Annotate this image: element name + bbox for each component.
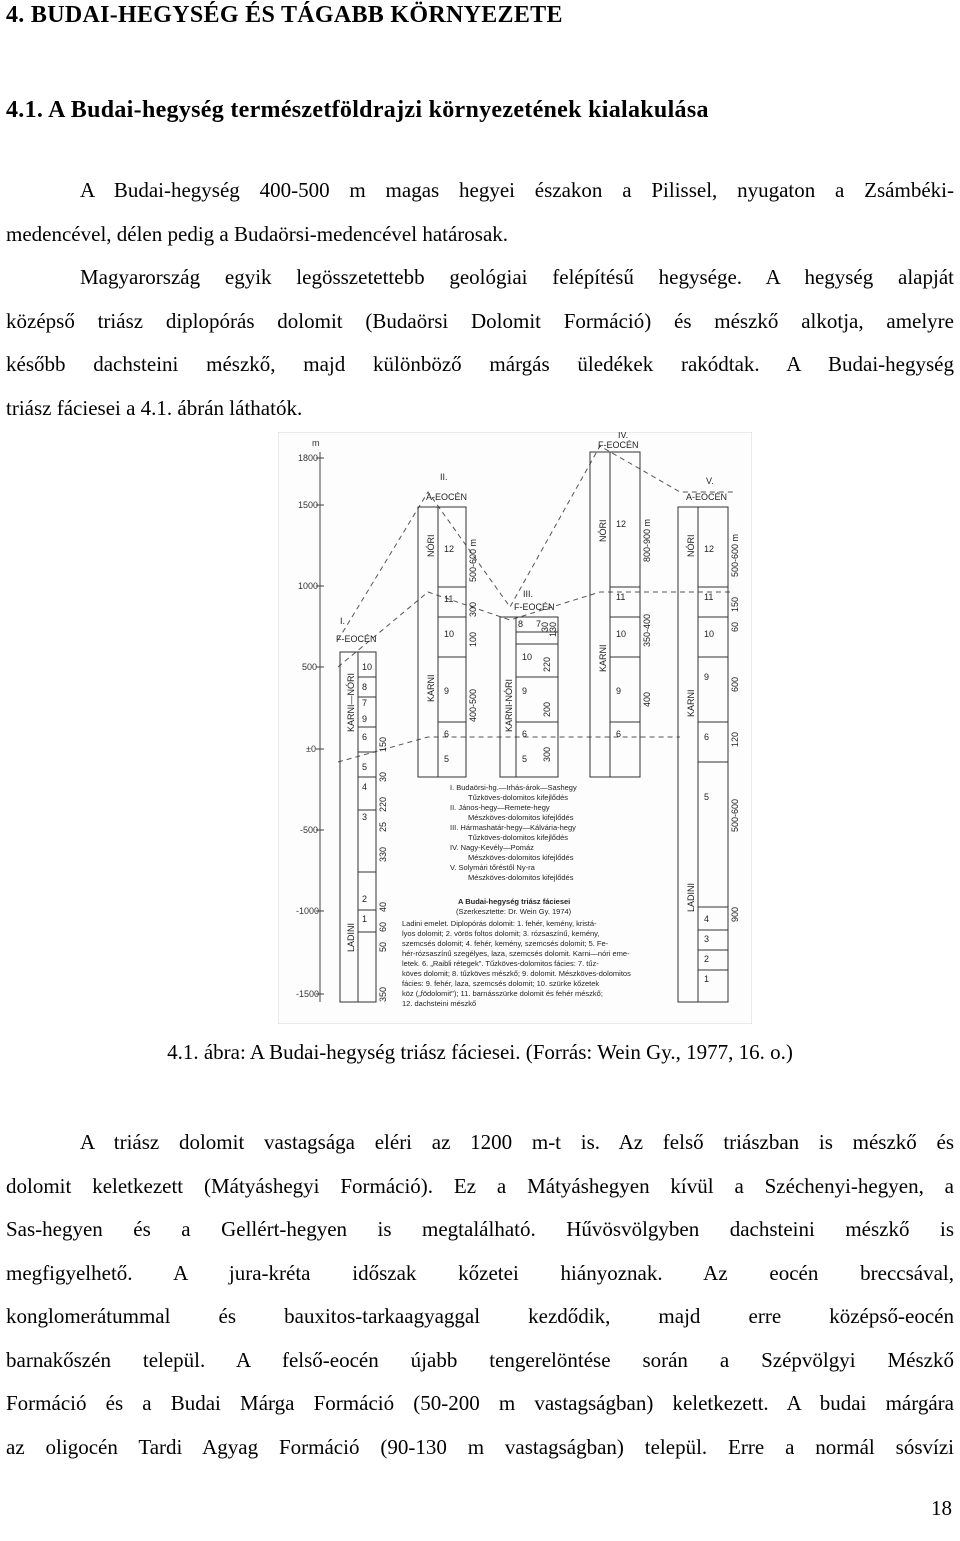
text-line: A Budai-hegység 400-500 m magas hegyei északon a Pilissel, nyugaton a Zsámbéki- [80,178,954,202]
svg-text:(Szerkesztette: Dr. Wein Gy. 1: (Szerkesztette: Dr. Wein Gy. 1974) [456,907,572,916]
y-tick-label: -1000 [296,906,320,916]
svg-text:6: 6 [616,729,622,739]
svg-text:12: 12 [616,519,627,529]
svg-text:fácies: 9. fehér, laza, szemcs: fácies: 9. fehér, laza, szemcsés dolomit; 10. szürke kőzetek [402,979,600,988]
y-tick-label: 500 [302,662,318,672]
svg-text:V.: V. [706,476,714,486]
svg-text:220: 220 [378,796,388,812]
svg-text:400: 400 [642,691,652,707]
chapter-heading: 4. BUDAI-HEGYSÉG ÉS TÁGABB KÖRNYEZETE [6,2,563,28]
text-line: Magyarország egyik legösszetettebb geológiai felépítésű hegysége. A hegység alapját [80,265,954,289]
svg-text:KARNI: KARNI [426,674,436,702]
svg-text:hér-rózsaszínű szegélyes, laza: hér-rózsaszínű szegélyes, laza, szemcsés dolomit. Karni—nóri eme- [402,949,630,958]
y-axis-unit: m [312,438,320,448]
text-line: az oligocén Tardi Agyag Formáció (90-130 m vastagságban) települ. Erre a normál sósvízi [6,1435,954,1459]
svg-text:500-600 m: 500-600 m [468,538,478,582]
svg-text:200: 200 [542,701,552,717]
text-line: később dachsteini mészkő, majd különböző márgás üledékek rakódtak. A Budai-hegység [6,352,954,376]
svg-text:KARNI: KARNI [598,644,608,672]
svg-text:12. dachsteini mészkő: 12. dachsteini mészkő [402,999,477,1008]
text-line: Sas-hegyen és a Gellért-hegyen is megtalálható. Hűvösvölgyben dachsteini mészkő is [6,1217,954,1241]
text-line: medencével, délen pedig a Budaörsi-medencével határosak. [6,222,509,246]
svg-text:1: 1 [704,974,710,984]
svg-text:3: 3 [362,812,368,822]
svg-text:330: 330 [378,846,388,862]
y-tick-label: 1800 [298,453,319,463]
text-line: megfigyelhető. A jura-kréta időszak kőzetei hiányoznak. Az eocén breccsával, [6,1261,954,1285]
svg-text:100: 100 [468,631,478,647]
svg-text:Tűzköves-dolomitos kifejlődés: Tűzköves-dolomitos kifejlődés [468,833,569,842]
svg-text:150: 150 [378,736,388,752]
svg-text:NÓRI: NÓRI [426,534,436,557]
svg-text:5: 5 [704,792,710,802]
svg-text:130: 130 [548,621,558,637]
svg-text:A-EOCÉN: A-EOCÉN [426,492,468,502]
svg-text:II. János-hegy—Remete-hegy: II. János-hegy—Remete-hegy [450,803,550,812]
svg-text:9: 9 [616,686,622,696]
svg-text:LADINI: LADINI [346,922,356,952]
svg-text:9: 9 [704,672,710,682]
svg-text:350: 350 [378,986,388,1002]
svg-text:10: 10 [704,629,715,639]
figure-caption: 4.1. ábra: A Budai-hegység triász fáciesei. (Forrás: Wein Gy., 1977, 16. o.) [167,1040,793,1064]
svg-text:köz („födolomit"); 11. barnáss: köz („födolomit"); 11. barnásszürke dolomit és fehér mészkő; [402,989,603,998]
svg-text:9: 9 [362,714,368,724]
text-line: dolomit keletkezett (Mátyáshegyi Formáció). Ez a Mátyáshegyen kívül a Széchenyi-hegyen, a [6,1174,954,1198]
svg-text:V. Solymári tőréstől Ny-ra: V. Solymári tőréstől Ny-ra [450,863,535,872]
svg-text:II.: II. [440,472,448,482]
svg-text:60: 60 [378,921,388,932]
svg-text:120: 120 [730,731,740,747]
svg-text:Mészköves-dolomitos kifejlődés: Mészköves-dolomitos kifejlődés [468,813,574,822]
svg-text:7: 7 [536,619,542,629]
svg-text:4: 4 [704,914,710,924]
svg-text:4: 4 [362,782,368,792]
y-tick-label: -1500 [296,989,320,999]
svg-text:12: 12 [704,544,715,554]
svg-text:F-EOCÉN: F-EOCÉN [598,440,639,450]
svg-text:köves dolomit; 8. tűzköves més: köves dolomit; 8. tűzköves mészkő; 9. dolomit. Mészköves-dolomitos [402,969,631,978]
svg-text:600: 600 [730,676,740,692]
svg-text:NÓRI: NÓRI [686,534,696,557]
svg-text:I. Budaörsi-hg.—Irhás-árok—Sas: I. Budaörsi-hg.—Irhás-árok—Sashegy [450,783,577,792]
svg-text:LADINI: LADINI [686,882,696,912]
svg-text:8: 8 [518,619,524,629]
svg-text:NÓRI: NÓRI [598,519,608,542]
svg-text:III. Hármashatár-hegy—Kálvária: III. Hármashatár-hegy—Kálvária-hegy [450,823,576,832]
svg-text:8: 8 [362,682,368,692]
svg-text:11: 11 [444,594,454,604]
svg-text:Ladini emelet. Diplopórás dolo: Ladini emelet. Diplopórás dolomit: 1. fehér, kemény, kristá- [402,919,597,928]
svg-text:Mészköves-dolomitos kifejlődés: Mészköves-dolomitos kifejlődés [468,853,574,862]
svg-text:25: 25 [378,821,388,832]
y-tick-label: 1000 [298,581,319,591]
svg-text:9: 9 [444,686,450,696]
y-tick-label: 1500 [298,500,319,510]
svg-text:I.: I. [340,616,346,626]
svg-text:500-600 m: 500-600 m [730,533,740,577]
y-tick-label: -500 [300,825,319,835]
svg-text:12: 12 [444,544,455,554]
svg-text:500-600: 500-600 [730,798,740,832]
page-number: 18 [931,1496,952,1520]
y-tick-label: ±0 [306,744,316,754]
svg-text:10: 10 [522,652,533,662]
svg-text:6: 6 [522,729,528,739]
svg-text:2: 2 [362,894,368,904]
section-heading: 4.1. A Budai-hegység természetföldrajzi környezetének kialakulása [6,97,709,123]
svg-text:300: 300 [542,746,552,762]
svg-text:III.: III. [523,589,534,599]
svg-text:F-EOCÉN: F-EOCÉN [514,602,555,612]
svg-text:KARNI-NÓRI: KARNI-NÓRI [504,678,514,732]
svg-text:50: 50 [378,941,388,952]
svg-text:5: 5 [444,754,450,764]
svg-text:lyos dolomit; 2. vörös foltos: lyos dolomit; 2. vörös foltos dolomit; 3. rózsaszínű, kemény, [402,929,600,938]
svg-text:KARNI: KARNI [686,689,696,717]
svg-text:11: 11 [704,592,714,602]
svg-text:letek. 6. „Raibli rétegek". Tű: letek. 6. „Raibli rétegek". Tűzköves-dolomitos fácies: 7. tűz- [402,959,599,968]
svg-text:Mészköves-dolomitos kifejlődés: Mészköves-dolomitos kifejlődés [468,873,574,882]
svg-text:800-900 m: 800-900 m [642,518,652,562]
svg-text:A-EOCÉN: A-EOCÉN [686,492,728,502]
svg-text:30: 30 [378,771,388,782]
svg-text:900: 900 [730,906,740,922]
text-line: triász fáciesei a 4.1. ábrán láthatók. [6,396,303,420]
svg-text:Tűzköves-dolomitos kifejlődés: Tűzköves-dolomitos kifejlődés [468,793,569,802]
svg-text:2: 2 [704,954,710,964]
svg-text:1: 1 [362,914,368,924]
svg-text:3: 3 [704,934,710,944]
svg-text:150: 150 [730,596,740,612]
stratigraphic-figure [278,432,752,1024]
text-line: barnakőszén települ. A felső-eocén újabb tengerelöntése során a Szépvölgyi Mészkő [6,1348,954,1372]
text-line: középső triász diplopórás dolomit (Budaörsi Dolomit Formáció) és mészkő alkotja, amelyre [6,309,954,333]
svg-text:10: 10 [362,662,373,672]
svg-text:6: 6 [444,729,450,739]
svg-text:6: 6 [704,732,710,742]
svg-text:szemcsés dolomit; 4. fehér, ke: szemcsés dolomit; 4. fehér, kemény, szemcsés dolomit; 5. Fe- [402,939,609,948]
text-line: konglomerátummal és bauxitos-tarkaagyaggal kezdődik, majd erre középső-eocén [6,1304,954,1328]
text-line: Formáció és a Budai Márga Formáció (50-200 m vastagságban) keletkezett. A budai márgára [6,1391,954,1415]
svg-text:5: 5 [522,754,528,764]
svg-text:10: 10 [616,629,627,639]
svg-text:300: 300 [468,601,478,617]
svg-text:9: 9 [522,686,528,696]
svg-text:10: 10 [444,629,455,639]
svg-text:5: 5 [362,762,368,772]
svg-text:A Budai-hegység triász fáciese: A Budai-hegység triász fáciesei [458,897,571,906]
svg-text:7: 7 [362,698,368,708]
svg-text:IV. Nagy-Kevély—Pomáz: IV. Nagy-Kevély—Pomáz [450,843,534,852]
svg-text:220: 220 [542,656,552,672]
text-line: A triász dolomit vastagsága eléri az 1200 m-t is. Az felső triászban is mészkő és [80,1130,954,1154]
svg-text:350-400: 350-400 [642,613,652,647]
svg-text:F-EOCÉN: F-EOCÉN [336,634,377,644]
svg-text:6: 6 [362,732,368,742]
svg-text:40: 40 [378,901,388,912]
svg-text:400-500: 400-500 [468,688,478,722]
svg-text:11: 11 [616,592,626,602]
svg-text:KARNI—NÓRI: KARNI—NÓRI [346,672,356,732]
svg-text:IV.: IV. [618,432,629,440]
svg-text:60: 60 [730,621,740,632]
svg-text:30: 30 [540,621,550,632]
